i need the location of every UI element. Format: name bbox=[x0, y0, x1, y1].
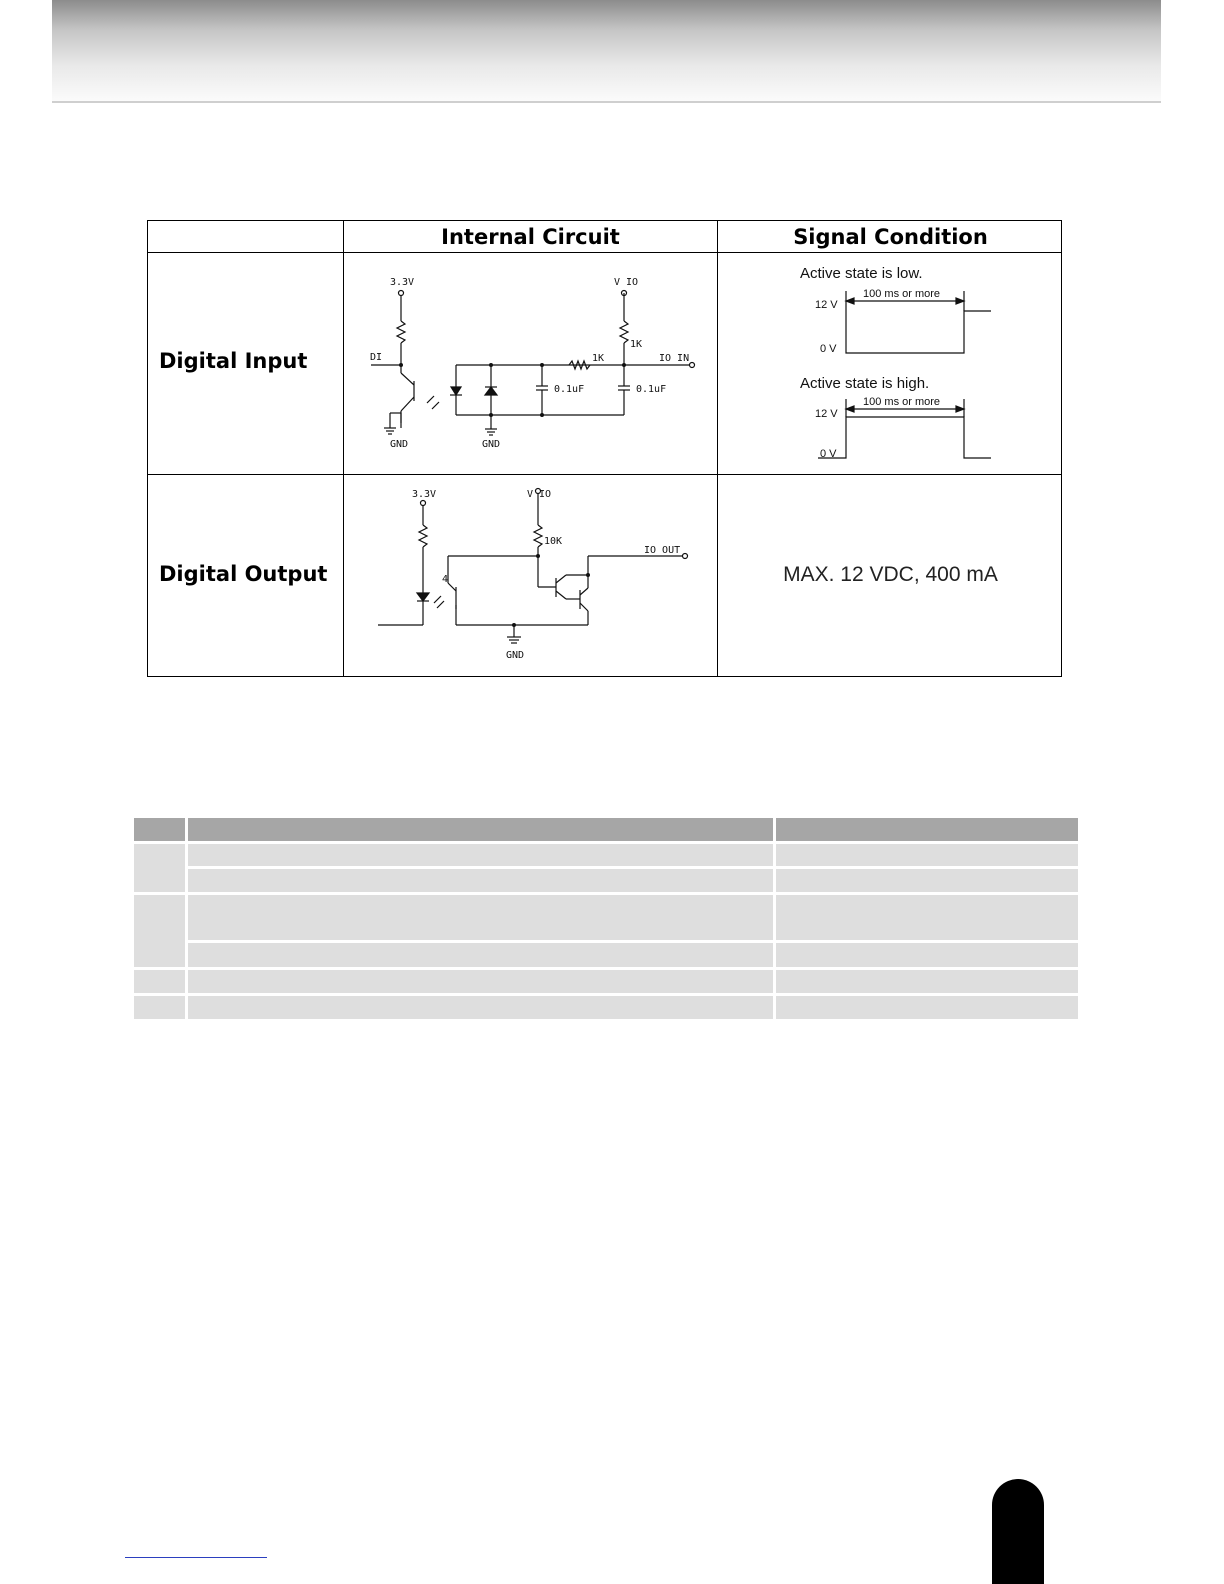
spec-table bbox=[134, 818, 1078, 1019]
spec-table-cell bbox=[134, 996, 185, 1019]
spec-table-cell bbox=[188, 943, 773, 967]
label-3v3: 3.3V bbox=[412, 489, 437, 500]
label-io-out: IO OUT bbox=[644, 545, 681, 556]
spec-table-cell bbox=[134, 895, 185, 967]
label-1k-series: 1K bbox=[592, 353, 605, 364]
spec-table-cell bbox=[134, 844, 185, 892]
spec-table-cell bbox=[776, 869, 1078, 892]
label-gnd-2: GND bbox=[482, 439, 501, 450]
spec-table-cell bbox=[134, 970, 185, 993]
digital-output-circuit-diagram bbox=[344, 475, 717, 677]
footer-link-underline[interactable] bbox=[125, 1557, 267, 1558]
label-duration: 100 ms or more bbox=[863, 396, 941, 408]
io-spec-table bbox=[147, 220, 1062, 677]
spec-table-cell bbox=[776, 970, 1078, 993]
spec-table-cell bbox=[188, 869, 773, 892]
label-12v: 12 V bbox=[815, 299, 838, 311]
active-low-text: Active state is low. bbox=[800, 265, 923, 282]
label-0v: 0 V bbox=[820, 448, 837, 460]
max-rating-text: MAX. 12 VDC, 400 mA bbox=[783, 563, 998, 586]
spec-table-cell bbox=[188, 970, 773, 993]
spec-table-header-cell bbox=[188, 818, 773, 841]
page-number-tab bbox=[992, 1479, 1044, 1584]
spec-table-cell bbox=[188, 844, 773, 866]
label-vio: V IO bbox=[614, 277, 639, 288]
label-gnd-1: GND bbox=[390, 439, 409, 450]
label-opto-pin: 4 bbox=[442, 574, 449, 585]
spec-table-header-cell bbox=[776, 818, 1078, 841]
label-cap-2: 0.1uF bbox=[636, 384, 667, 395]
label-0v: 0 V bbox=[820, 343, 837, 355]
label-cap-1: 0.1uF bbox=[554, 384, 585, 395]
header-signal-condition: Signal Condition bbox=[793, 225, 988, 249]
label-1k-pullup: 1K bbox=[630, 339, 643, 350]
label-digital-output: Digital Output bbox=[159, 562, 328, 586]
label-io-in: IO IN bbox=[659, 353, 690, 364]
label-digital-input: Digital Input bbox=[159, 349, 308, 373]
label-di: DI bbox=[370, 352, 383, 363]
label-gnd: GND bbox=[506, 650, 525, 661]
label-12v: 12 V bbox=[815, 408, 838, 420]
label-10k: 10K bbox=[544, 536, 563, 547]
label-3v3: 3.3V bbox=[390, 277, 415, 288]
page-header-band bbox=[52, 0, 1161, 103]
spec-table-header-cell bbox=[134, 818, 185, 841]
label-duration: 100 ms or more bbox=[863, 288, 941, 300]
spec-table-cell bbox=[776, 895, 1078, 940]
spec-table-cell bbox=[776, 844, 1078, 866]
digital-input-circuit-diagram bbox=[344, 253, 717, 474]
active-low-waveform bbox=[718, 283, 1063, 367]
spec-table-cell bbox=[188, 996, 773, 1019]
active-high-text: Active state is high. bbox=[800, 375, 930, 392]
spec-table-cell bbox=[776, 996, 1078, 1019]
spec-table-cell bbox=[188, 895, 773, 940]
active-high-waveform bbox=[718, 393, 1063, 469]
label-vio: V IO bbox=[527, 489, 552, 500]
spec-table-cell bbox=[776, 943, 1078, 967]
header-internal-circuit: Internal Circuit bbox=[441, 225, 620, 249]
